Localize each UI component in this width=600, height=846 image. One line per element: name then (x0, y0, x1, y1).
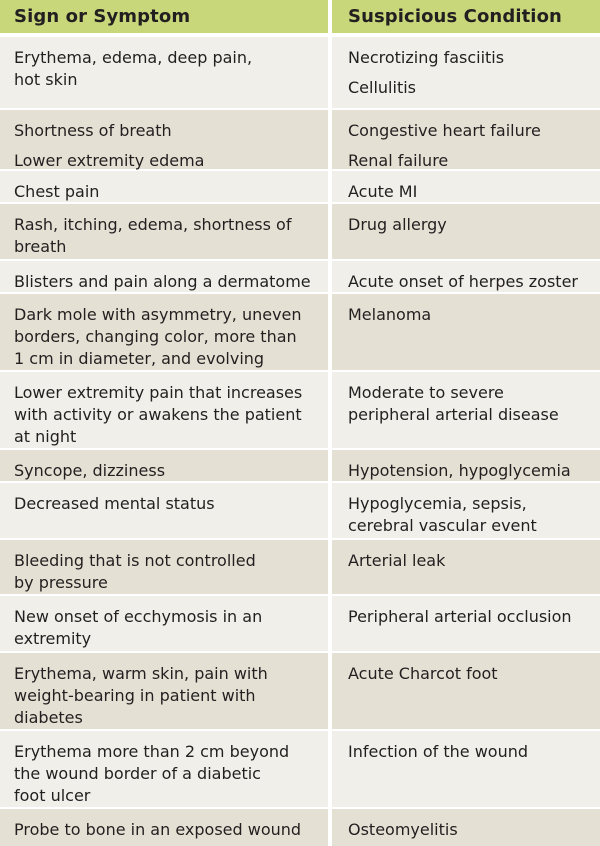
condition-cell-line: Hypotension, hypoglycemia (348, 461, 571, 480)
sign-cell (0, 261, 328, 292)
sign-cell (0, 731, 328, 807)
sign-cell-line: Rash, itching, edema, shortness of (14, 215, 292, 234)
condition-cell-line: Acute MI (348, 182, 418, 201)
sign-cell (0, 372, 328, 448)
sign-cell-line: extremity (14, 629, 92, 648)
table-row (0, 483, 600, 538)
sign-cell-line: borders, changing color, more than (14, 327, 297, 346)
table-row (0, 204, 600, 259)
condition-cell (332, 731, 600, 807)
sign-cell-line: Bleeding that is not controlled (14, 551, 256, 570)
sign-cell-line: at night (14, 427, 77, 446)
condition-cell (332, 483, 600, 538)
table-row (0, 294, 600, 370)
table-row (0, 261, 600, 292)
table-row (0, 731, 600, 807)
sign-or-symptom-heading: Sign or Symptom (14, 6, 191, 27)
condition-cell-line: peripheral arterial disease (348, 405, 559, 424)
sign-cell-line: Chest pain (14, 182, 100, 201)
sign-cell (0, 809, 328, 846)
sign-cell-line: weight-bearing in patient with (14, 686, 256, 705)
sign-cell-line: Dark mole with asymmetry, uneven (14, 305, 302, 324)
condition-cell-line: Moderate to severe (348, 383, 504, 402)
sign-cell (0, 294, 328, 370)
table-row (0, 540, 600, 594)
sign-cell (0, 596, 328, 651)
sign-cell-line: Syncope, dizziness (14, 461, 166, 480)
sign-cell (0, 653, 328, 729)
condition-cell (332, 809, 600, 846)
sign-cell (0, 540, 328, 594)
condition-cell (332, 653, 600, 729)
table-row (0, 653, 600, 729)
sign-cell-line: Erythema, warm skin, pain with (14, 664, 268, 683)
sign-cell-line: Lower extremity edema (14, 151, 205, 170)
condition-cell-line: Acute onset of herpes zoster (348, 272, 578, 291)
condition-cell-line: Osteomyelitis (348, 820, 458, 839)
table-row (0, 110, 600, 169)
condition-cell (332, 110, 600, 169)
table-row (0, 450, 600, 481)
sign-cell-line: New onset of ecchymosis in an (14, 607, 263, 626)
sign-cell-line: hot skin (14, 70, 78, 89)
sign-cell (0, 204, 328, 259)
condition-cell-line: Hypoglycemia, sepsis, (348, 494, 527, 513)
sign-cell-line: the wound border of a diabetic (14, 764, 261, 783)
table-row (0, 809, 600, 846)
sign-cell (0, 483, 328, 538)
condition-cell-line: Melanoma (348, 305, 432, 324)
sign-cell (0, 37, 328, 108)
sign-cell-line: by pressure (14, 573, 108, 592)
header-cell-sign (0, 0, 328, 33)
condition-cell-line: Drug allergy (348, 215, 447, 234)
table-row (0, 372, 600, 448)
sign-cell-line: Decreased mental status (14, 494, 215, 513)
condition-cell-line: Necrotizing fasciitis (348, 48, 505, 67)
table-row (0, 37, 600, 108)
table-row (0, 171, 600, 202)
condition-cell-line: Cellulitis (348, 78, 416, 97)
condition-cell-line: Infection of the wound (348, 742, 529, 761)
sign-cell-line: diabetes (14, 708, 83, 727)
table-header (0, 0, 600, 33)
condition-cell (332, 372, 600, 448)
condition-cell-line: cerebral vascular event (348, 516, 537, 535)
sign-cell-line: 1 cm in diameter, and evolving (14, 349, 265, 368)
sign-cell (0, 171, 328, 202)
condition-cell-line: Renal failure (348, 151, 449, 170)
condition-cell (332, 450, 600, 481)
condition-cell-line: Peripheral arterial occlusion (348, 607, 572, 626)
sign-cell-line: Probe to bone in an exposed wound (14, 820, 302, 839)
condition-cell (332, 540, 600, 594)
sign-cell-line: foot ulcer (14, 786, 91, 805)
sign-cell-line: Shortness of breath (14, 121, 172, 140)
condition-cell (332, 261, 600, 292)
sign-cell-line: breath (14, 237, 67, 256)
sign-cell-line: Lower extremity pain that increases (14, 383, 303, 402)
condition-cell-line: Congestive heart failure (348, 121, 541, 140)
sign-cell (0, 110, 328, 169)
sign-cell-line: Erythema more than 2 cm beyond (14, 742, 290, 761)
sign-cell (0, 450, 328, 481)
sign-cell-line: with activity or awakens the patient (14, 405, 302, 424)
sign-cell-line: Blisters and pain along a dermatome (14, 272, 311, 291)
table-row (0, 596, 600, 651)
condition-cell (332, 171, 600, 202)
condition-cell (332, 596, 600, 651)
suspicious-condition-heading: Suspicious Condition (348, 6, 562, 27)
condition-cell (332, 204, 600, 259)
condition-cell (332, 294, 600, 370)
condition-cell (332, 37, 600, 108)
condition-cell-line: Arterial leak (348, 551, 446, 570)
sign-cell-line: Erythema, edema, deep pain, (14, 48, 253, 67)
header-cell-condition (332, 0, 600, 33)
condition-cell-line: Acute Charcot foot (348, 664, 498, 683)
